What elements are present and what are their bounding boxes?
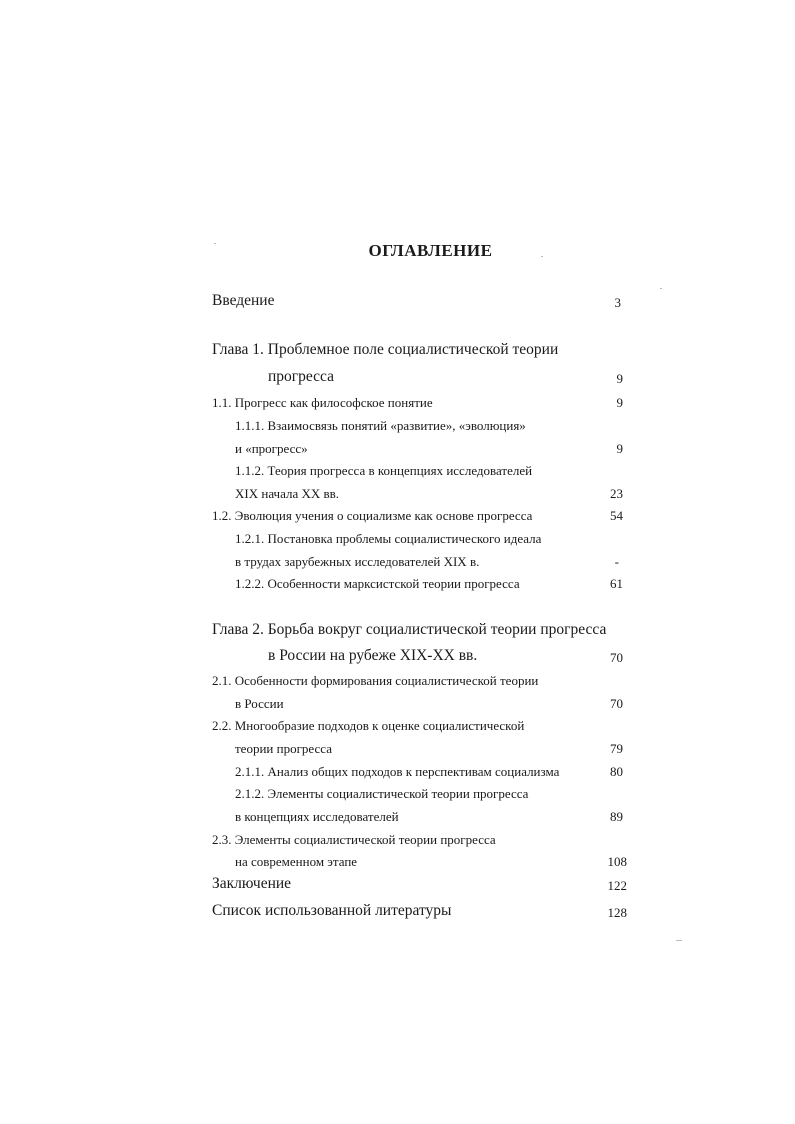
toc-page-introduction: 3 bbox=[614, 295, 621, 310]
toc-page-1-1-1: 9 bbox=[616, 441, 623, 456]
toc-page-2-3: 108 bbox=[607, 854, 627, 869]
toc-entry-bibliography: Список использованной литературы bbox=[212, 902, 452, 919]
toc-entry-2-1-1: 2.1.1. Анализ общих подходов к перспективам социализма bbox=[235, 764, 560, 779]
toc-entry-1-1-2-cont: XIX начала XX вв. bbox=[235, 486, 340, 501]
toc-page-1-2-1: - bbox=[614, 554, 619, 569]
toc-entry-chapter-2-cont: в России на рубеже XIX-XX вв. bbox=[268, 647, 478, 664]
toc-entry-2-1-2: 2.1.2. Элементы социалистической теории прогресса bbox=[235, 786, 529, 801]
toc-page-bibliography: 128 bbox=[607, 905, 627, 920]
toc-page-1-1-2: 23 bbox=[610, 486, 623, 501]
toc-entry-1-1-1-cont: и «прогресс» bbox=[235, 441, 308, 456]
toc-page-2-2: 79 bbox=[610, 741, 623, 756]
toc-page-1-2-2: 61 bbox=[610, 576, 623, 591]
scan-speck bbox=[660, 288, 662, 289]
toc-entry-1-2-1: 1.2.1. Постановка проблемы социалистического идеала bbox=[235, 531, 542, 546]
toc-entry-conclusion: Заключение bbox=[212, 875, 292, 892]
toc-entry-chapter-1-cont: прогресса bbox=[268, 368, 334, 385]
toc-entry-1-2-2: 1.2.2. Особенности марксистской теории прогресса bbox=[235, 576, 520, 591]
toc-entry-1-2: 1.2. Эволюция учения о социализме как основе прогресса bbox=[212, 508, 533, 523]
toc-page-2-1-2: 89 bbox=[610, 809, 623, 824]
toc-entry-2-1: 2.1. Особенности формирования социалистической теории bbox=[212, 673, 539, 688]
toc-entry-2-1-cont: в России bbox=[235, 696, 284, 711]
toc-entry-1-1-1: 1.1.1. Взаимосвязь понятий «развитие», «эволюция» bbox=[235, 418, 526, 433]
toc-entry-2-3-cont: на современном этапе bbox=[235, 854, 358, 869]
toc-page-2-1-1: 80 bbox=[610, 764, 623, 779]
toc-entry-1-2-1-cont: в трудах зарубежных исследователей XIX в. bbox=[235, 554, 480, 569]
scan-speck bbox=[541, 256, 543, 257]
toc-page-chapter-2: 70 bbox=[610, 650, 623, 665]
scan-speck bbox=[214, 243, 216, 244]
toc-page-conclusion: 122 bbox=[607, 878, 627, 893]
toc-page-1-1: 9 bbox=[616, 395, 623, 410]
toc-entry-2-2-cont: теории прогресса bbox=[235, 741, 332, 756]
toc-entry-2-3: 2.3. Элементы социалистической теории прогресса bbox=[212, 832, 496, 847]
toc-entry-1-1-2: 1.1.2. Теория прогресса в концепциях исследователей bbox=[235, 463, 533, 478]
toc-entry-2-2: 2.2. Многообразие подходов к оценке социалистической bbox=[212, 718, 525, 733]
toc-entry-1-1: 1.1. Прогресс как философское понятие bbox=[212, 395, 433, 410]
scan-speck bbox=[676, 940, 682, 941]
toc-page-chapter-1: 9 bbox=[616, 371, 623, 386]
toc-entry-chapter-1: Глава 1. Проблемное поле социалистической теории bbox=[212, 341, 559, 358]
toc-entry-2-1-2-cont: в концепциях исследователей bbox=[235, 809, 399, 824]
toc-entry-introduction: Введение bbox=[212, 292, 275, 309]
toc-page-2-1: 70 bbox=[610, 696, 623, 711]
toc-page-1-2: 54 bbox=[610, 508, 623, 523]
toc-title: ОГЛАВЛЕНИЕ bbox=[368, 241, 493, 260]
toc-entry-chapter-2: Глава 2. Борьба вокруг социалистической теории прогресса bbox=[212, 621, 607, 638]
